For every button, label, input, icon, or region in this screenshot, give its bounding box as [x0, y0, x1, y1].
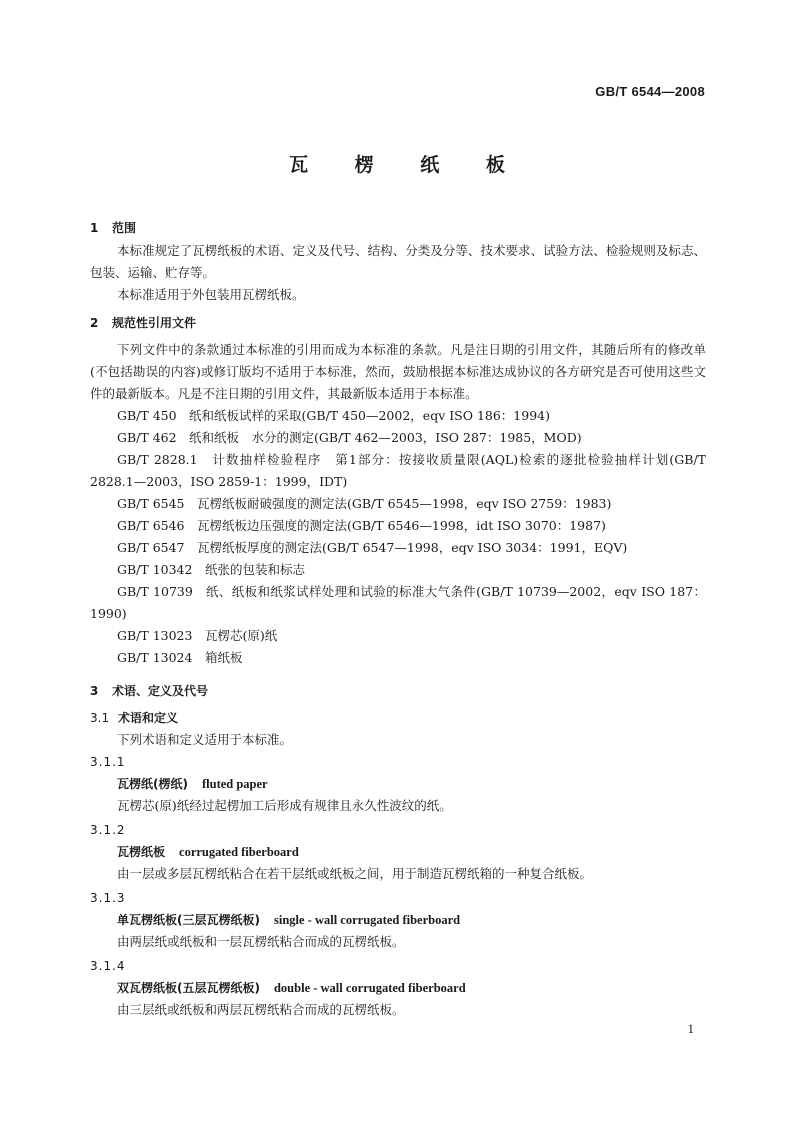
document-body — [90, 216, 706, 1023]
section-number: 2 — [90, 316, 99, 330]
section-title: 规范性引用文件 — [112, 316, 197, 330]
document-title: 瓦 楞 纸 板 — [289, 154, 525, 176]
term-name-en: double - wall corrugated fiberboard — [273, 981, 466, 995]
term-name-en: fluted paper — [201, 777, 268, 791]
reference-item: GB/T 6546 瓦楞纸板边压强度的测定法(GB/T 6546—1998，idt ISO 3070：1987) — [117, 518, 606, 533]
subsection-number: 3.1 — [90, 711, 110, 725]
section-number: 1 — [90, 221, 99, 235]
reference-item: GB/T 13024 箱纸板 — [117, 650, 243, 665]
section-1-heading — [90, 216, 706, 240]
term-definition: 由三层纸或纸板和两层瓦楞纸粘合而成的瓦楞纸板。 — [117, 1002, 405, 1017]
reference-item: GB/T 13023 瓦楞芯(原)纸 — [117, 628, 278, 643]
term-name-cn: 瓦楞纸板 — [117, 845, 166, 859]
term-name-en: corrugated fiberboard — [179, 845, 299, 859]
reference-item: GB/T 450 纸和纸板试样的采取(GB/T 450—2002，eqv ISO 186：1994) — [117, 408, 550, 423]
reference-item: GB/T 6547 瓦楞纸板厚度的测定法(GB/T 6547—1998，eqv ISO 3034：1991，EQV) — [117, 540, 628, 555]
reference-item: GB/T 462 纸和纸板 水分的测定(GB/T 462—2003，ISO 287：1985，MOD) — [117, 430, 582, 445]
term-name — [90, 841, 706, 863]
term-number: 3.1.3 — [90, 891, 126, 905]
paragraph: 本标准规定了瓦楞纸板的术语、定义及代号、结构、分类及分等、技术要求、试验方法、检验规则及标志、包装、运输、贮存等。 — [90, 243, 706, 280]
term-entry — [90, 955, 706, 1021]
reference-item: GB/T 10342 纸张的包装和标志 — [117, 562, 305, 577]
reference-item: GB/T 10739 纸、纸板和纸浆试样处理和试验的标准大气条件(GB/T 10739—2002，eqv ISO 187：1990) — [90, 584, 706, 621]
subsection-title: 术语和定义 — [118, 711, 179, 725]
subsection-heading — [90, 707, 706, 729]
term-name — [90, 773, 706, 795]
term-entry — [90, 751, 706, 817]
standard-code: GB/T 6544—2008 — [595, 84, 705, 99]
term-name-cn: 单瓦楞纸板(三层瓦楞纸板) — [117, 913, 260, 927]
term-name — [90, 977, 706, 999]
page-number: 1 — [687, 1021, 694, 1036]
term-number: 3.1.4 — [90, 959, 126, 973]
reference-item: GB/T 6545 瓦楞纸板耐破强度的测定法(GB/T 6545—1998，eqv ISO 2759：1983) — [117, 496, 612, 511]
section-3-heading — [90, 679, 706, 703]
term-definition: 由一层或多层瓦楞纸粘合在若干层纸或纸板之间，用于制造瓦楞纸箱的一种复合纸板。 — [117, 866, 593, 881]
term-entry — [90, 819, 706, 885]
term-name — [90, 909, 706, 931]
term-number: 3.1.1 — [90, 755, 126, 769]
term-name-en: single - wall corrugated fiberboard — [273, 913, 461, 927]
paragraph: 下列术语和定义适用于本标准。 — [117, 732, 293, 747]
section-title: 术语、定义及代号 — [112, 684, 209, 698]
term-definition: 瓦楞芯(原)纸经过起楞加工后形成有规律且永久性波纹的纸。 — [117, 798, 452, 813]
term-number: 3.1.2 — [90, 823, 126, 837]
paragraph: 下列文件中的条款通过本标准的引用而成为本标准的条款。凡是注日期的引用文件，其随后所有的修改单(不包括勘误的内容)或修订版均不适用于本标准，然而，鼓励根据本标准达成协议的各方研究是否可使用这些文件的最新版本。凡是不注日期的引用文件，其最新版本适用于本标准。 — [90, 342, 706, 401]
reference-item: GB/T 2828.1 计数抽样检验程序 第1部分：按接收质量限(AQL)检索的逐批检验抽样计划(GB/T 2828.1—2003，ISO 2859-1：1999，IDT) — [90, 452, 706, 489]
section-2-heading — [90, 311, 706, 335]
term-name-cn: 瓦楞纸(楞纸) — [117, 777, 188, 791]
term-name-cn: 双瓦楞纸板(五层瓦楞纸板) — [117, 981, 260, 995]
term-entry — [90, 887, 706, 953]
term-definition: 由两层纸或纸板和一层瓦楞纸粘合而成的瓦楞纸板。 — [117, 934, 405, 949]
section-title: 范围 — [112, 221, 137, 235]
paragraph: 本标准适用于外包装用瓦楞纸板。 — [117, 287, 305, 302]
section-number: 3 — [90, 684, 99, 698]
